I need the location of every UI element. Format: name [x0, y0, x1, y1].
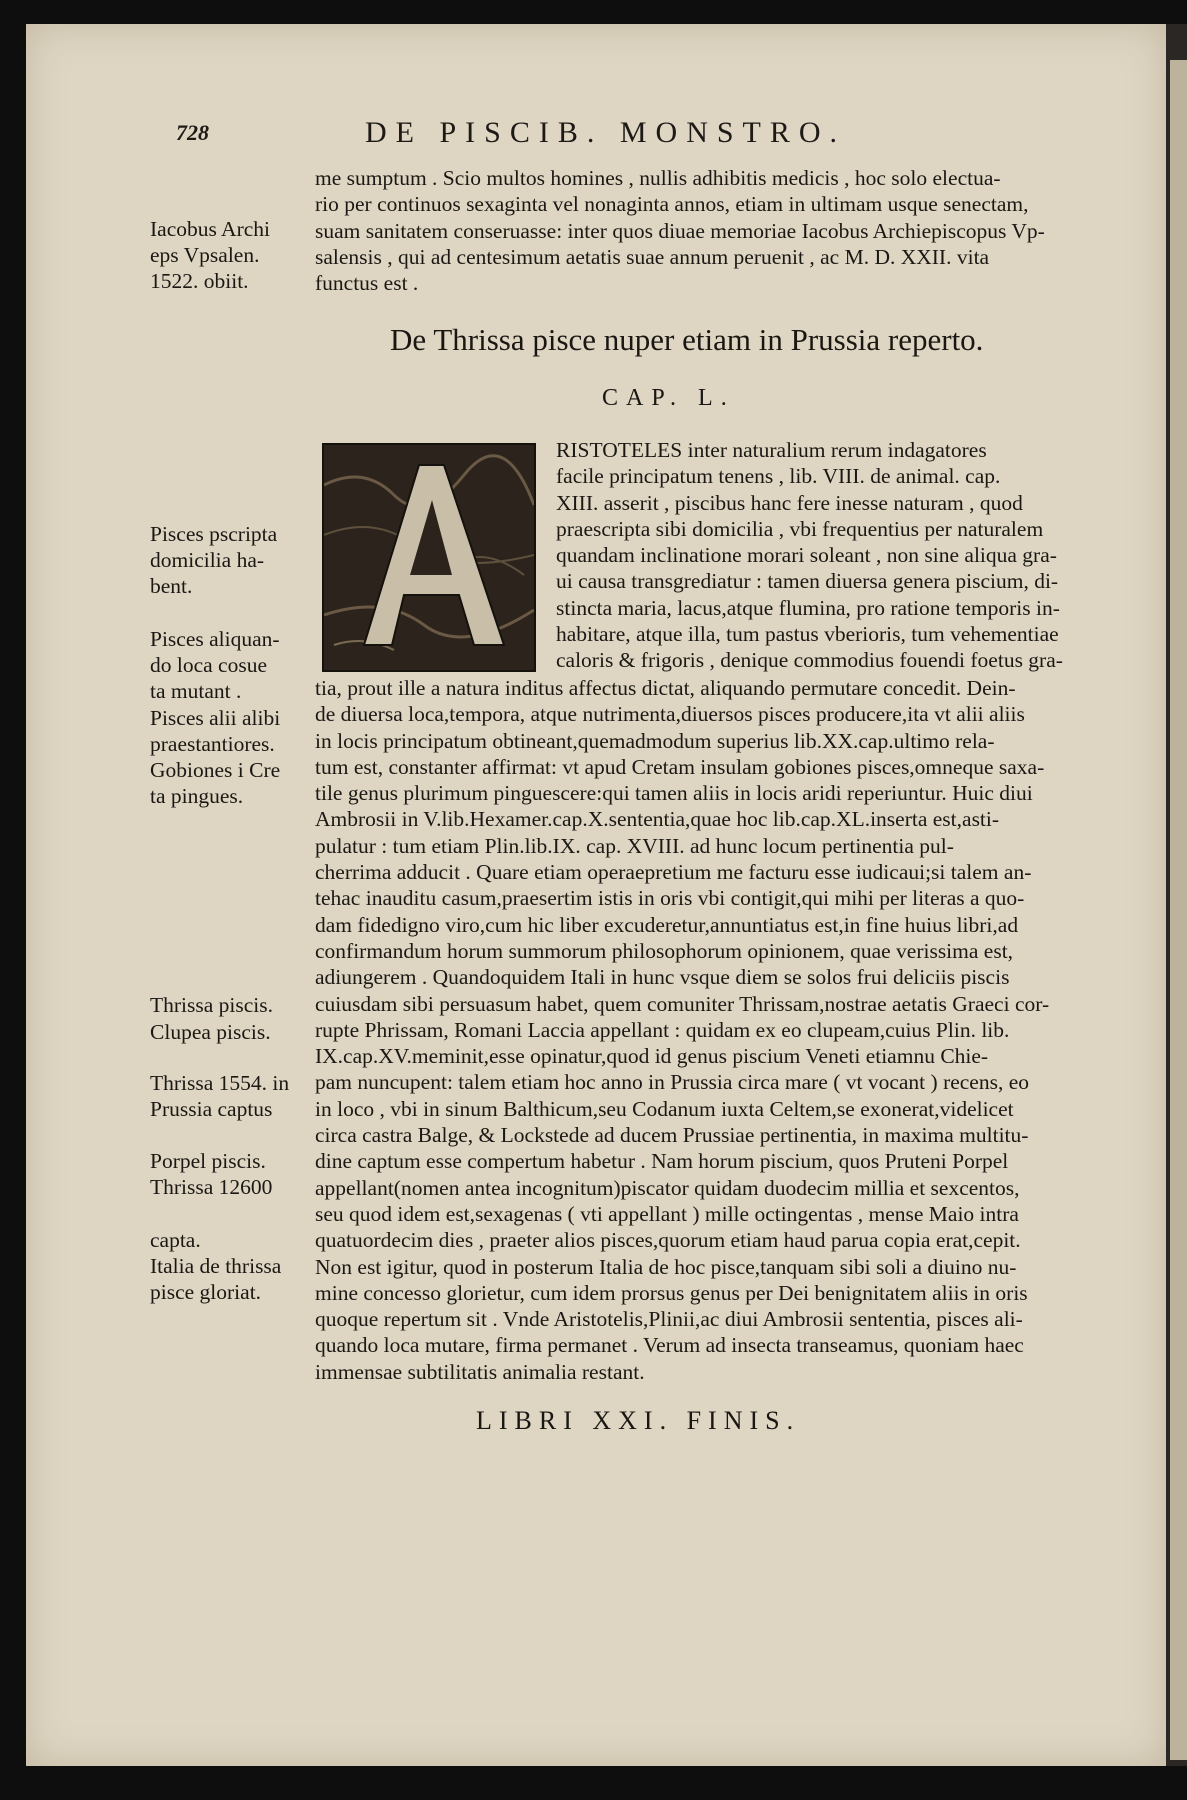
text-line: circa castra Balge, & Lockstede ad ducem Prussiae pertinentia, in maxima multitu-	[315, 1123, 1029, 1148]
chapter-number: CAP. L.	[602, 385, 735, 411]
text-line: Non est igitur, quod in posterum Italia de hoc pisce,tanquam sibi soli a diuino nu-	[315, 1254, 1017, 1279]
text-line: adiungerem . Quandoquidem Itali in hunc vsque diem se solos frui deliciis piscis	[315, 965, 1010, 990]
text-line: IX.cap.XV.meminit,esse opinatur,quod id genus piscium Veneti etiamnu Chie-	[315, 1044, 989, 1069]
text-line: dam fidedigno viro,cum hic liber excuderetur,annuntiatus est,in fine huius libri,ad	[315, 912, 1019, 937]
text-line: facile principatum tenens , lib. VIII. de animal. cap.	[556, 464, 1001, 489]
margin-note-captus: Thrissa 1554. in Prussia captus	[150, 1071, 290, 1121]
margin-note-domicilia: Pisces pscripta domicilia ha- bent.	[150, 522, 278, 598]
text-line: immensae subtilitatis animalia restant.	[315, 1359, 645, 1384]
margin-note-capta: capta.	[150, 1228, 201, 1252]
text-line: functus est .	[315, 271, 419, 296]
text-line: pulatur : tum etiam Plin.lib.IX. cap. XVIII. ad hunc locum pertinentia pul-	[315, 833, 954, 858]
text-line: RISTOTELES inter naturalium rerum indagatores	[556, 438, 987, 462]
text-line: suam sanitatem conseruasse: inter quos diuae memoriae Iacobus Archiepiscopus Vp-	[315, 218, 1045, 243]
margin-note-gobiones: Gobiones i Cre ta pingues.	[150, 758, 281, 808]
margin-note-iacobus: Iacobus Archi eps Vpsalen. 1522. obiit.	[150, 217, 271, 293]
margin-note-italia: Italia de thrissa pisce gloriat.	[150, 1254, 282, 1304]
text-line: dine captum esse compertum habetur . Nam horum piscium, quos Pruteni Porpel	[315, 1149, 1009, 1174]
margin-note-porpel: Porpel piscis.	[150, 1149, 266, 1173]
text-line: mine concesso glorietur, cum idem prorsus genus per Dei benignitatem aliis in oris	[315, 1280, 1028, 1305]
decorated-initial-letter	[322, 443, 536, 672]
text-line: quatuordecim dies , praeter alios pisces,quorum etiam haud parua copia erat,cepit.	[315, 1228, 1021, 1253]
text-line: me sumptum . Scio multos homines , nullis adhibitis medicis , hoc solo electua-	[315, 166, 1001, 190]
initial-paragraph	[556, 437, 1115, 674]
text-line: tum est, constanter affirmat: vt apud Cretam insulam gobiones pisces,omneque saxa-	[315, 754, 1045, 779]
page-number: 728	[176, 120, 209, 145]
text-line: salensis , qui ad centesimum aetatis suae annum peruenit , ac M. D. XXII. vita	[315, 244, 990, 269]
text-line: Ambrosii in V.lib.Hexamer.cap.X.sententia,quae hoc lib.cap.XL.inserta est,asti-	[315, 807, 1000, 832]
text-line: quandam inclinatione morari soleant , non sine aliqua gra-	[556, 543, 1057, 568]
text-line: tehac inauditu casum,praesertim istis in oris vbi contigit,qui mihi per literas a quo-	[315, 886, 1025, 911]
margin-note-alii: Pisces alii alibi praestantiores.	[150, 706, 281, 756]
text-line: de diuersa loca,tempora, atque nutrimenta,diuersos pisces producere,ita vt alii aliis	[315, 702, 1025, 727]
margin-note-aliquando: Pisces aliquan- do loca cosue ta mutant .	[150, 627, 280, 703]
text-line: tia, prout ille a natura inditus affectus dictat, aliquando permutare concedit. Dein-	[315, 676, 1016, 700]
text-line: tile genus plurimum pinguescere:qui tamen aliis in locis aridi reperiuntur. Huic diui	[315, 781, 1033, 806]
text-line: ui causa transgrediatur : tamen diuersa genera piscium, di-	[556, 569, 1059, 594]
text-line: appellant(nomen antea incognitum)piscator quidam duodecim millia et sexcentos,	[315, 1175, 1020, 1200]
text-line: rupte Phrissam, Romani Laccia appellant : quidam ex eo clupeam,cuius Plin. lib.	[315, 1017, 1010, 1042]
text-line: praescripta sibi domicilia , vbi frequentius per naturalem	[556, 516, 1044, 541]
text-line: XIII. asserit , piscibus hanc fere inesse naturam , quod	[556, 490, 1023, 515]
main-paragraph	[315, 675, 1115, 1385]
text-line: caloris & frigoris , denique commodius fouendi foetus gra-	[556, 648, 1063, 673]
margin-note-count: Thrissa 12600	[150, 1175, 273, 1199]
text-line: seu quod idem est,sexagenas ( vti appellant ) mille octingentas , mense Maio intra	[315, 1201, 1019, 1226]
chapter-title: De Thrissa pisce nuper etiam in Prussia reperto.	[390, 322, 984, 357]
text-line: pam nuncupent: talem etiam hoc anno in Prussia circa mare ( vt vocant ) recens, eo	[315, 1070, 1030, 1095]
text-line: in locis principatum obtineant,quemadmodum superius lib.XX.cap.ultimo rela-	[315, 728, 995, 753]
running-title: DE PISCIB. MONSTRO.	[365, 116, 847, 149]
text-line: stincta maria, lacus,atque flumina, pro ratione temporis in-	[556, 595, 1060, 620]
margin-note-thrissa: Thrissa piscis.	[150, 993, 274, 1017]
woodcut-illustration	[324, 445, 534, 670]
margin-note-clupea: Clupea piscis.	[150, 1020, 271, 1044]
text-line: habitare, atque illa, tum pastus vberioris, tum vehementiae	[556, 622, 1059, 647]
text-line: cherrima adducit . Quare etiam operaepretium me facturu esse iudicaui;si talem an-	[315, 860, 1032, 885]
text-line: confirmandum horum summorum philosophorum opinionem, quae verissima est,	[315, 938, 1014, 963]
text-line: rio per continuos sexaginta vel nonaginta annos, etiam in ultimam usque senectam,	[315, 192, 1029, 217]
page-header	[0, 116, 1140, 160]
text-line: in loco , vbi in sinum Balthicum,seu Codanum iuxta Celtem,se exonerat,videlicet	[315, 1096, 1014, 1121]
text-line: quando loca mutare, firma permanet . Verum ad insecta transeamus, quoniam haec	[315, 1333, 1024, 1358]
text-line: cuiusdam sibi persuasum habet, quem comuniter Thrissam,nostrae aetatis Graeci cor-	[315, 991, 1050, 1016]
book-end-title: LIBRI XXI. FINIS.	[476, 1406, 801, 1435]
text-line: quoque repertum sit . Vnde Aristotelis,Plinii,ac diui Ambrosii sententia, pisces ali-	[315, 1307, 1023, 1332]
intro-paragraph	[315, 165, 1115, 296]
next-page-edge	[1170, 60, 1187, 1760]
